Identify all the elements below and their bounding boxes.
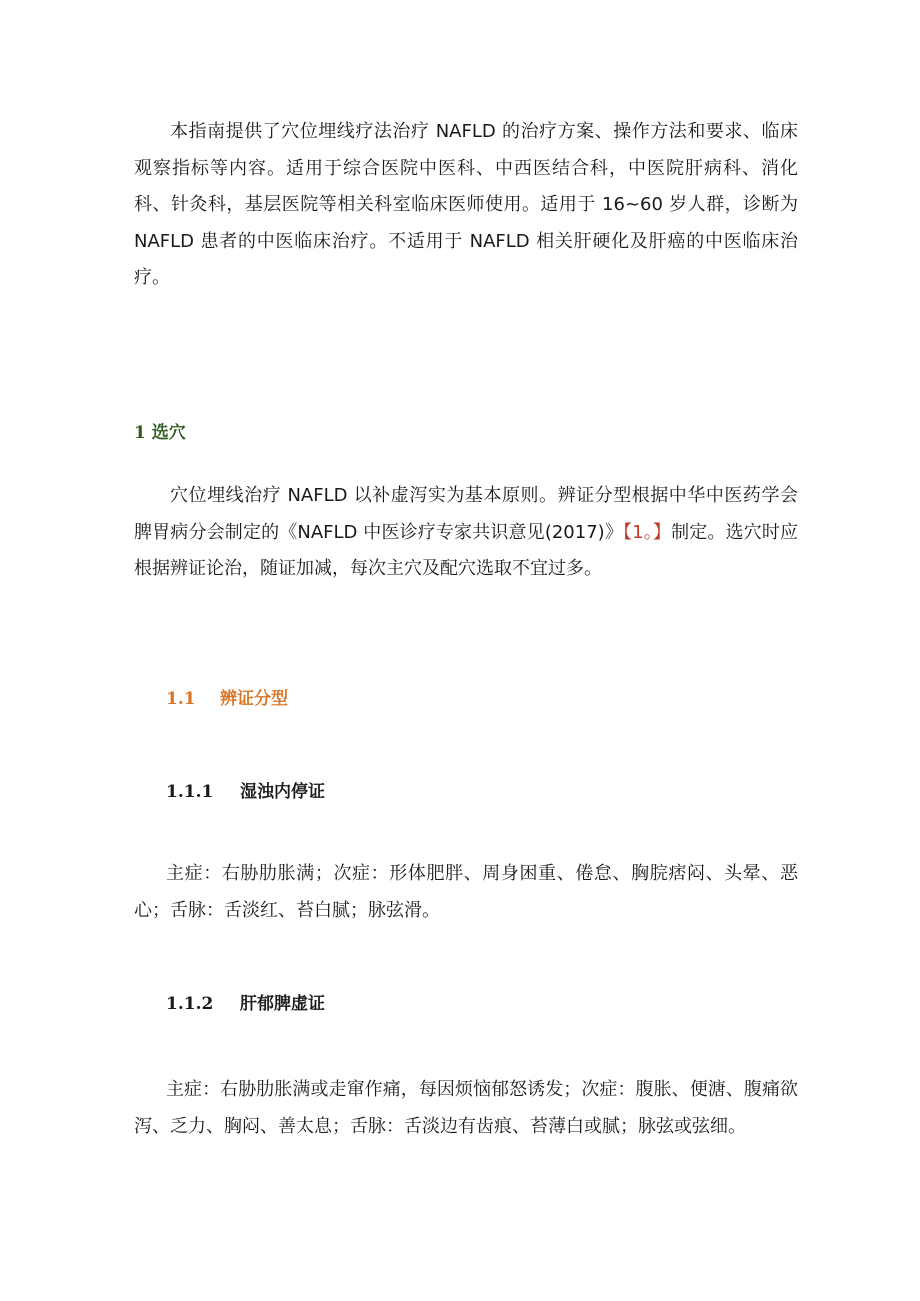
section-1-paragraph [134,478,798,588]
section-1-1-1-number: 1.1.1 [166,782,214,802]
section-heading-1: 1 选穴 [134,423,186,443]
intro-paragraph: 本指南提供了穴位埋线疗法治疗 NAFLD 的治疗方案、操作方法和要求、临床观察指标等内容。适用于综合医院中医科、中西医结合科，中医院肝病科、消化科、针灸科，基层医院等相关科室临床医师使用。适用于 16~60 岁人群，诊断为 NAFLD 患者的中医临床治疗。不适用于 NAFLD 相关肝硬化及肝癌的中医临床治疗。 [134,121,798,288]
section-1-1-2-title: 肝郁脾虚证 [240,994,325,1014]
section-heading-1-1-2 [166,989,325,1014]
section-heading-1-1-1 [166,777,325,802]
section-heading-1-1 [166,684,288,709]
section-1-text-after-ref: 制定。选穴时应根据辨证论治，随证加减，每次主穴及配穴选取不宜过多。 [134,521,799,579]
section-1-1-1-title: 湿浊内停证 [240,782,325,802]
section-1-1-2-paragraph: 主症：右胁肋胀满或走窜作痛，每因烦恼郁怒诱发；次症：腹胀、便溏、腹痛欲泻、乏力、胸闷、善太息；舌脉：舌淡边有齿痕、苔薄白或腻；脉弦或弦细。 [134,1079,798,1137]
citation-reference[interactable]: 【1。】 [623,521,672,543]
section-1-1-1-paragraph: 主症：右胁肋胀满；次症：形体肥胖、周身困重、倦怠、胸脘痞闷、头晕、恶心；舌脉：舌淡红、苔白腻；脉弦滑。 [134,863,798,921]
section-1-text-before-ref: 穴位埋线治疗 NAFLD 以补虚泻实为基本原则。辨证分型根据中华中医药学会脾胃病分会制定的《NAFLD 中医诊疗专家共识意见(2017)》 [134,485,798,543]
section-1-1-number: 1.1 [166,689,196,709]
section-1-1-title: 辨证分型 [220,689,288,709]
section-1-1-2-number: 1.1.2 [166,994,214,1014]
